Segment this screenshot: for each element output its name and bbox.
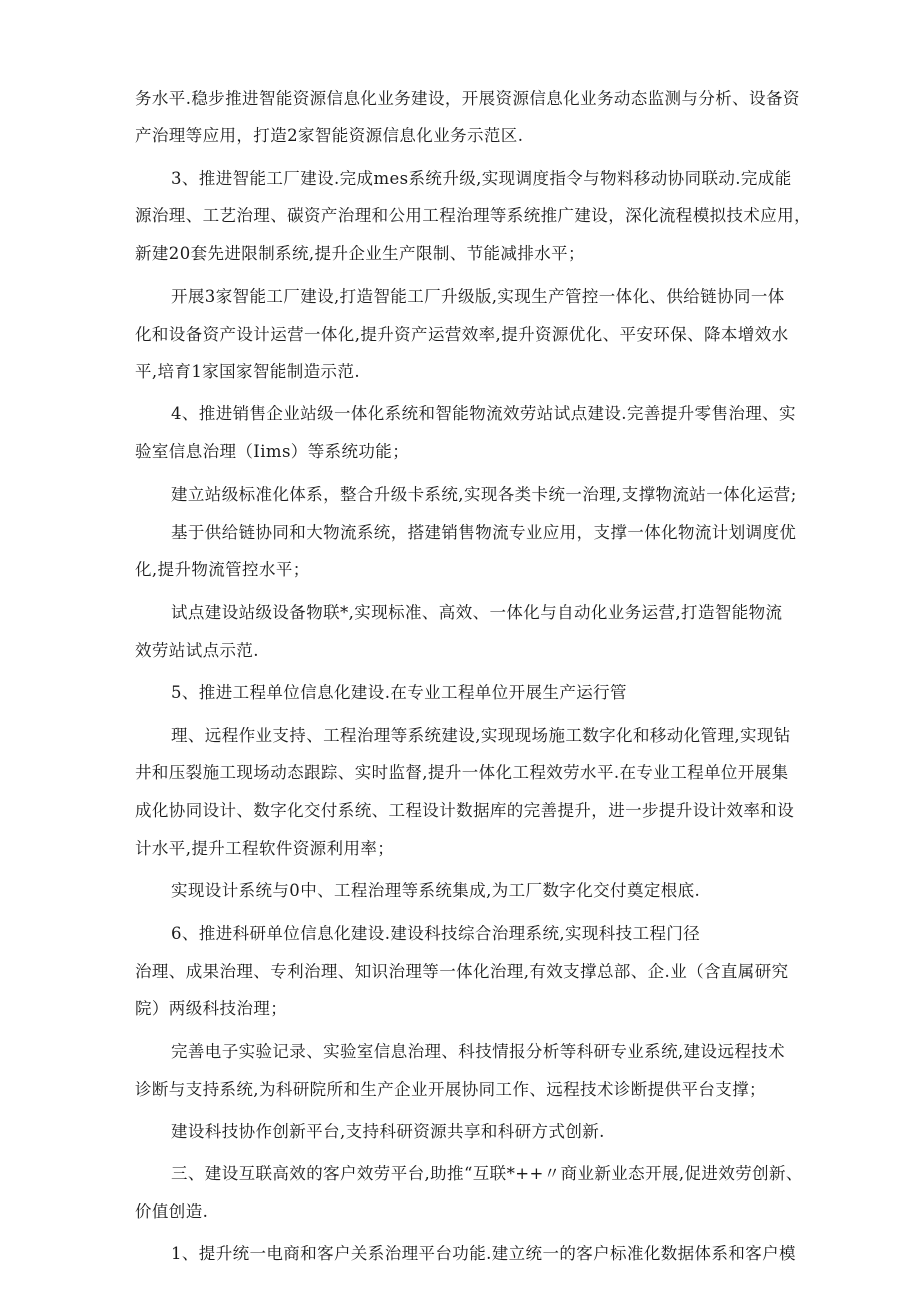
- text-line: 务水平.稳步推进智能资源信息化业务建设，开展资源信息化业务动态监测与分析、设备资: [135, 89, 800, 108]
- text-line: 6、推进科研单位信息化建设.建设科技综合治理系统,实现科技工程门径: [171, 924, 701, 943]
- text-line: 试点建设站级设备物联*,实现标准、高效、一体化与自动化业务运营,打造智能物流: [171, 603, 783, 622]
- text-line: 源治理、工艺治理、碳资产治理和公用工程治理等系统推广建设，深化流程模拟技术应用，: [135, 206, 811, 225]
- text-line: 诊断与支持系统,为科研院所和生产企业开展协同工作、远程技术诊断提供平台支撑；: [135, 1080, 766, 1099]
- text-line: 开展3家智能工厂建设,打造智能工厂升级版,实现生产管控一体化、供给链协同一体: [171, 287, 785, 306]
- text-line: 实现设计系统与0中、工程治理等系统集成,为工厂数字化交付奠定根底.: [171, 881, 701, 900]
- text-line: 成化协同设计、数字化交付系统、工程设计数据库的完善提升，进一步提升设计效率和设: [135, 801, 795, 820]
- text-line: 5、推进工程单位信息化建设.在专业工程单位开展生产运行管: [171, 683, 627, 702]
- text-line: 基于供给链协同和大物流系统，搭建销售物流专业应用，支撑一体化物流计划调度优: [171, 523, 797, 542]
- text-line: 理、远程作业支持、工程治理等系统建设,实现现场施工数字化和移动化管理,实现钻: [171, 726, 791, 745]
- text-line: 产治理等应用，打造2家智能资源信息化业务示范区.: [135, 126, 524, 145]
- text-line: 1、提升统一电商和客户关系治理平台功能.建立统一的客户标准化数据体系和客户模: [171, 1244, 796, 1263]
- text-line: 平,培育1家国家智能制造示范.: [135, 362, 360, 381]
- text-line: 院）两级科技治理；: [135, 999, 288, 1018]
- text-line: 建立站级标准化体系，整合升级卡系统,实现各类卡统一治理,支撑物流站一体化运营;: [171, 485, 797, 504]
- text-line: 效劳站试点示范.: [135, 641, 259, 660]
- text-line: 计水平,提升工程软件资源利用率；: [135, 839, 395, 858]
- text-line: 三、建设互联高效的客户效劳平台,助推“互联*++〃商业新业态开展,促进效劳创新、: [171, 1164, 803, 1183]
- text-line: 价值创造.: [135, 1202, 209, 1221]
- text-line: 建设科技协作创新平台,支持科研资源共享和科研方式创新.: [171, 1122, 605, 1141]
- text-line: 化,提升物流管控水平；: [135, 560, 310, 579]
- text-line: 4、推进销售企业站级一体化系统和智能物流效劳站试点建设.完善提升零售治理、实: [171, 404, 796, 423]
- text-line: 验室信息治理（Iims）等系统功能；: [135, 442, 410, 461]
- text-line: 3、推进智能工厂建设.完成mes系统升级,实现调度指令与物料移动协同联动.完成能: [171, 169, 792, 188]
- text-line: 井和压裂施工现场动态跟踪、实时监督,提升一体化工程效劳水平.在专业工程单位开展集: [135, 763, 789, 782]
- text-line: 新建20套先进限制系统,提升企业生产限制、节能减排水平；: [135, 244, 585, 263]
- text-line: 完善电子实验记录、实验室信息治理、科技情报分析等科研专业系统,建设远程技术: [171, 1042, 786, 1061]
- text-line: 化和设备资产设计运营一体化,提升资产运营效率,提升资源优化、平安环保、降本增效水: [135, 325, 789, 344]
- text-line: 治理、成果治理、专利治理、知识治理等一体化治理,有效支撑总部、企.业（含直属研究: [135, 962, 789, 981]
